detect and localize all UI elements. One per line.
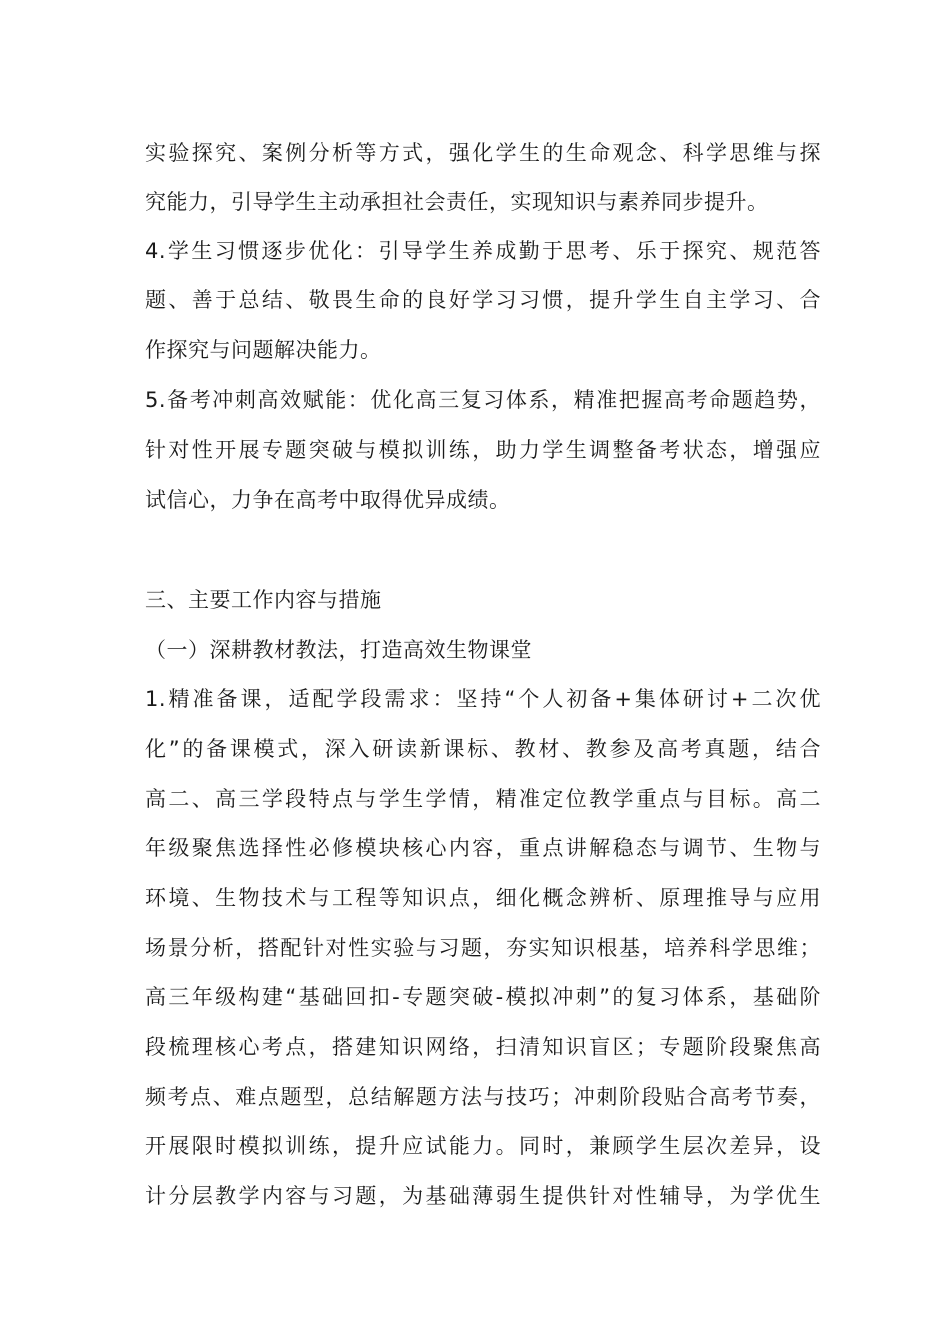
- paragraph-line: 频考点、难点题型，总结解题方法与技巧；冲刺阶段贴合高考节奏，: [145, 1085, 821, 1109]
- paragraph-line: 计分层教学内容与习题，为基础薄弱生提供针对性辅导，为学优生: [145, 1184, 821, 1208]
- paragraph-line: 高三年级构建“基础回扣-专题突破-模拟冲刺”的复习体系，基础阶: [145, 985, 821, 1009]
- paragraph-line: 环境、生物技术与工程等知识点，细化概念辨析、原理推导与应用: [145, 886, 821, 910]
- paragraph-line: 化”的备课模式，深入研读新课标、教材、教参及高考真题，结合: [145, 737, 821, 761]
- paragraph-line: 针对性开展专题突破与模拟训练，助力学生调整备考状态，增强应: [145, 438, 821, 462]
- paragraph-line: 实验探究、案例分析等方式，强化学生的生命观念、科学思维与探: [145, 141, 821, 165]
- paragraph-line: 题、善于总结、敬畏生命的良好学习习惯，提升学生自主学习、合: [145, 288, 821, 312]
- list-item-4-line: 4.学生习惯逐步优化：引导学生养成勤于思考、乐于探究、规范答: [145, 239, 821, 263]
- paragraph-line: 作探究与问题解决能力。: [145, 338, 382, 362]
- list-item-1-line: 1.精准备课，适配学段需求：坚持“个人初备+集体研讨+二次优: [145, 687, 821, 711]
- paragraph-line: 究能力，引导学生主动承担社会责任，实现知识与素养同步提升。: [145, 190, 769, 214]
- paragraph-line: 开展限时模拟训练，提升应试能力。同时，兼顾学生层次差异，设: [145, 1134, 821, 1158]
- paragraph-line: 试信心，力争在高考中取得优异成绩。: [145, 488, 511, 512]
- section-heading: 三、主要工作内容与措施: [145, 588, 382, 612]
- list-item-5-line: 5.备考冲刺高效赋能：优化高三复习体系，精准把握高考命题趋势，: [145, 388, 821, 412]
- subsection-heading: （一）深耕教材教法，打造高效生物课堂: [145, 638, 532, 662]
- paragraph-line: 场景分析，搭配针对性实验与习题，夯实知识根基，培养科学思维；: [145, 936, 821, 960]
- paragraph-line: 段梳理核心考点，搭建知识网络，扫清知识盲区；专题阶段聚焦高: [145, 1035, 821, 1059]
- paragraph-line: 年级聚焦选择性必修模块核心内容，重点讲解稳态与调节、生物与: [145, 836, 821, 860]
- paragraph-line: 高二、高三学段特点与学生学情，精准定位教学重点与目标。高二: [145, 787, 821, 811]
